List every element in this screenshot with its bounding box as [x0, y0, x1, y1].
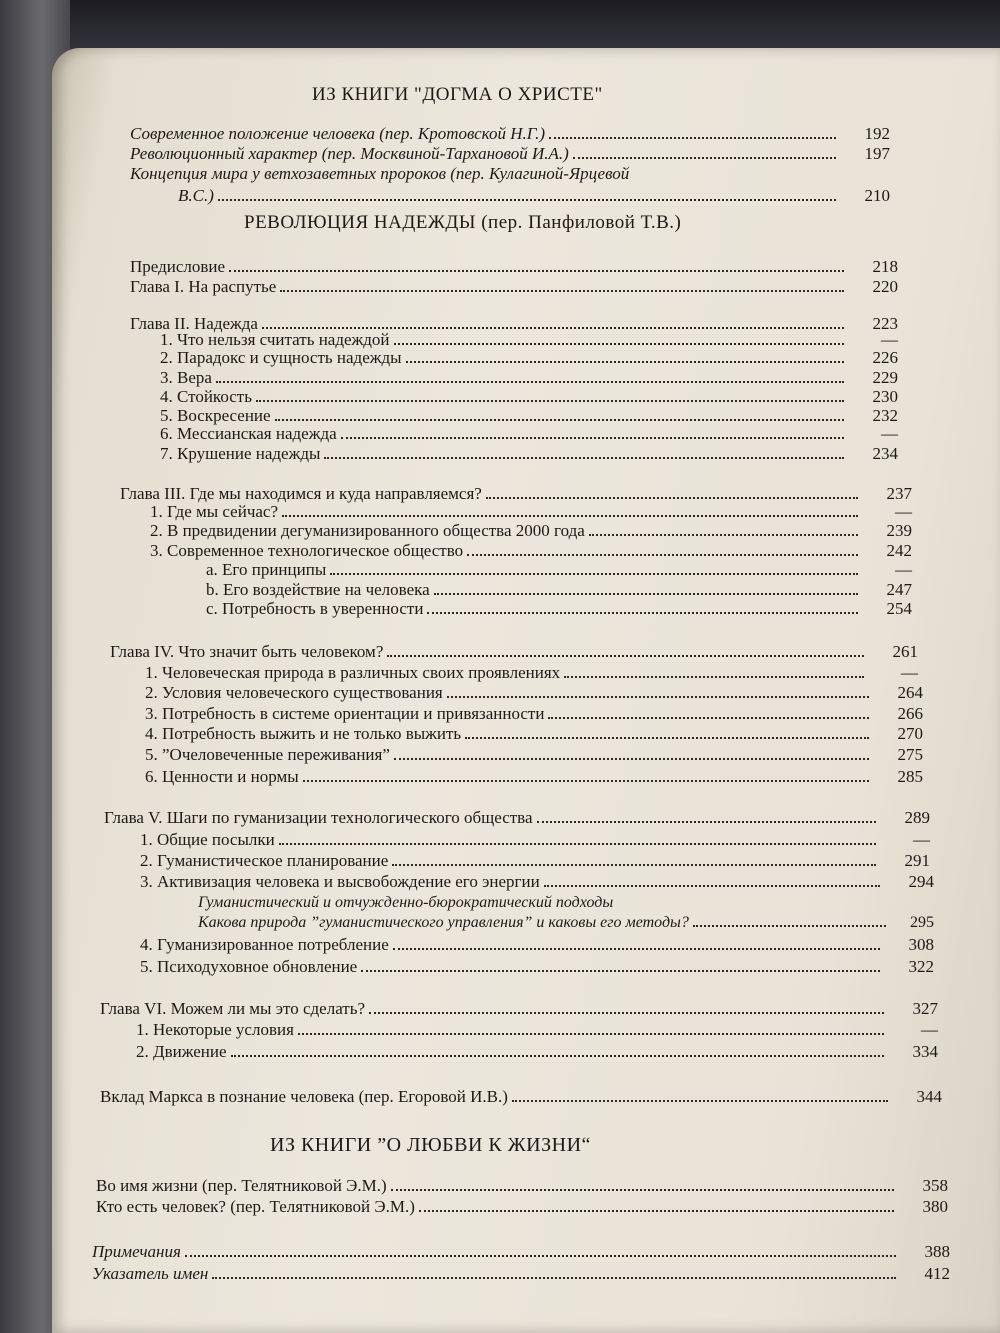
toc-entry: Предисловие 218	[130, 257, 898, 276]
toc-entry: 1. Где мы сейчас? —	[150, 502, 912, 521]
toc-entry: Указатель имен 412	[92, 1264, 950, 1283]
toc-entry: Какова природа ”гуманистического управления” и каковы его методы? 295	[198, 914, 934, 931]
toc-entry: 2. Гуманистическое планирование 291	[140, 851, 930, 870]
toc-entry: 4. Гуманизированное потребление 308	[140, 935, 934, 954]
toc-entry: 6. Мессианская надежда —	[160, 424, 898, 443]
toc-entry: 4. Потребность выжить и не только выжить 270	[145, 724, 923, 743]
toc-entry: 1. Общие посылки —	[140, 830, 930, 849]
section-title-dogma: ИЗ КНИГИ "ДОГМА О ХРИСТЕ"	[312, 84, 603, 105]
toc-entry: Во имя жизни (пер. Телятниковой Э.М.) 358	[96, 1176, 948, 1195]
toc-entry: Революционный характер (пер. Москвиной-Тархановой И.А.) 197	[130, 144, 890, 163]
toc-entry: Глава V. Шаги по гуманизации технологического общества 289	[104, 808, 930, 827]
toc-entry: 5. Психодуховное обновление 322	[140, 957, 934, 976]
section-title-love-of-life: ИЗ КНИГИ ”О ЛЮБВИ К ЖИЗНИ“	[270, 1134, 591, 1156]
toc-entry: 1. Человеческая природа в различных своих проявлениях —	[145, 663, 918, 682]
toc-entry: Глава VI. Можем ли мы это сделать? 327	[100, 999, 938, 1018]
toc-entry: 3. Вера 229	[160, 368, 898, 387]
toc-entry: 6. Ценности и нормы 285	[145, 767, 923, 786]
toc-entry: Вклад Маркса в познание человека (пер. Егоровой И.В.) 344	[100, 1087, 942, 1106]
toc-entry: 2. Парадокс и сущность надежды 226	[160, 348, 898, 367]
toc-entry: Примечания 388	[92, 1242, 950, 1261]
toc-entry: 2. Движение 334	[136, 1042, 938, 1061]
toc-entry: Кто есть человек? (пер. Телятниковой Э.М.) 380	[96, 1197, 948, 1216]
toc-entry: Глава II. Надежда 223	[130, 314, 898, 333]
toc-entry: В.С.) 210	[178, 186, 890, 205]
toc-entry: 5. Воскресение 232	[160, 406, 898, 425]
toc-entry: Глава III. Где мы находимся и куда направляемся? 237	[120, 484, 912, 503]
toc-entry: a. Его принципы —	[206, 560, 912, 579]
toc-entry: Глава IV. Что значит быть человеком? 261	[110, 642, 918, 661]
toc-entry: 3. Потребность в системе ориентации и привязанности 266	[145, 704, 923, 723]
section-title-revolution: РЕВОЛЮЦИЯ НАДЕЖДЫ (пер. Панфиловой Т.В.)	[244, 212, 682, 233]
toc-entry: 2. В предвидении дегуманизированного общества 2000 года 239	[150, 521, 912, 540]
toc-entry: 1. Некоторые условия —	[136, 1020, 938, 1039]
toc-entry: 1. Что нельзя считать надеждой —	[160, 330, 898, 349]
toc-entry: 4. Стойкость 230	[160, 387, 898, 406]
toc-entry: 2. Условия человеческого существования 264	[145, 683, 923, 702]
toc-entry: 7. Крушение надежды 234	[160, 444, 898, 463]
toc-entry: c. Потребность в уверенности 254	[206, 599, 912, 618]
toc-entry: Глава I. На распутье 220	[130, 277, 898, 296]
toc-entry: Современное положение человека (пер. Кротовской Н.Г.) 192	[130, 124, 890, 143]
toc-entry: 3. Современное технологическое общество 242	[150, 541, 912, 560]
toc-entry: 3. Активизация человека и высвобождение его энергии 294	[140, 872, 934, 891]
toc-entry: Концепция мира у ветхозаветных пророков (пер. Кулагиной-Ярцевой	[130, 164, 630, 183]
toc-entry: b. Его воздействие на человека 247	[206, 580, 912, 599]
toc-entry: 5. ”Очеловеченные переживания” 275	[145, 745, 923, 764]
toc-entry: Гуманистический и отчужденно-бюрократический подходы	[198, 894, 614, 911]
